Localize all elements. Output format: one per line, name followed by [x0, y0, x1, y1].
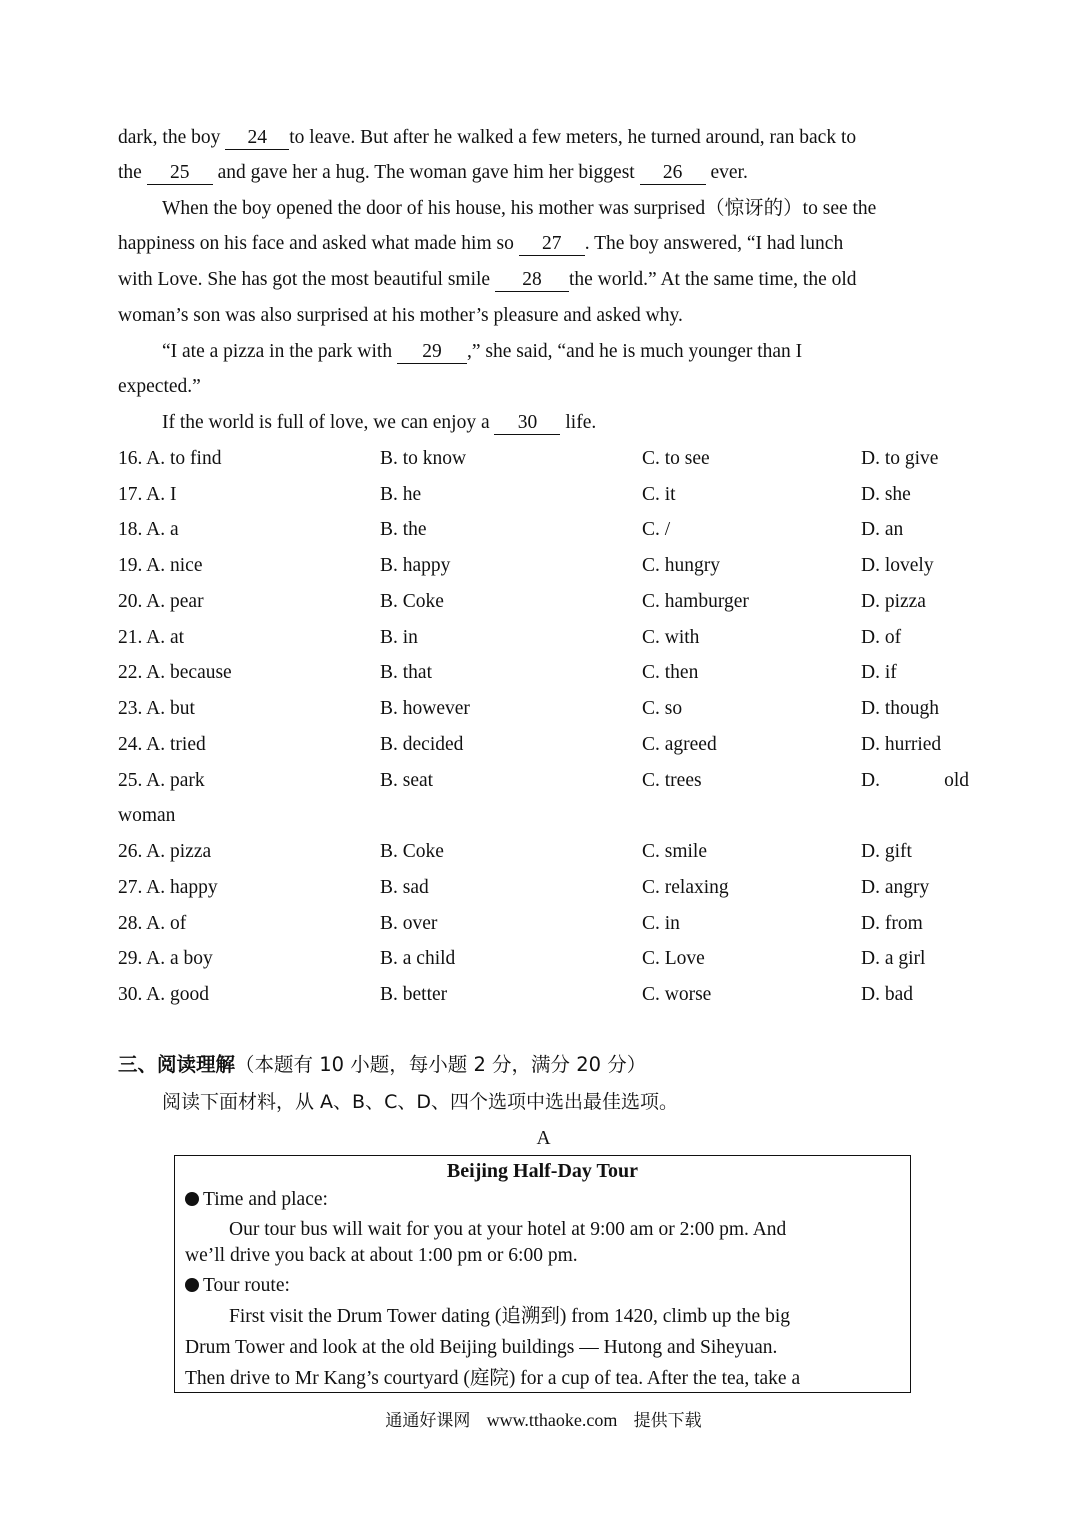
option-d: D. she [861, 484, 911, 505]
option-a: 16. A. to find [118, 448, 222, 469]
option-d: D. to give [861, 448, 939, 469]
option-d-letter: D. [861, 770, 880, 791]
option-b: B. a child [380, 948, 456, 969]
blank-27: 27 [519, 233, 585, 256]
option-c: C. then [642, 662, 699, 683]
option-a: 18. A. a [118, 519, 179, 540]
passage-line-7: “I ate a pizza in the park with 29 ,” she said, “and he is much younger than I [162, 341, 803, 362]
option-a: 19. A. nice [118, 555, 203, 576]
section-name: 阅读理解 [157, 1053, 236, 1076]
question-24 [118, 732, 969, 758]
question-27 [118, 875, 969, 901]
option-c: C. smile [642, 841, 708, 862]
option-a: 26. A. pizza [118, 841, 212, 862]
option-d: D. a girl [861, 948, 926, 969]
section-instructions: 阅读下面材料，从 A、B、C、D、四个选项中选出最佳选项。 [162, 1091, 678, 1113]
option-c: C. hamburger [642, 591, 749, 612]
option-c: C. agreed [642, 734, 717, 755]
bullet-icon [185, 1278, 199, 1292]
section-heading [118, 1052, 646, 1078]
footer-site-name: 通通好课网 [385, 1411, 471, 1431]
passage-line-2: the 25 and gave her a hug. The woman gave him her biggest 26 ever. [118, 162, 748, 183]
option-c: C. to see [642, 448, 710, 469]
blank-25: 25 [147, 162, 213, 185]
tour-title: Beijing Half-Day Tour [446, 1160, 639, 1182]
option-c: C. so [642, 698, 683, 719]
option-a: 20. A. pear [118, 591, 204, 612]
option-d: D. an [861, 519, 904, 540]
question-17 [118, 482, 969, 508]
page-footer [0, 1408, 1087, 1433]
section-number: 三、 [118, 1053, 158, 1076]
option-c: C. Love [642, 948, 705, 969]
option-b: B. the [380, 519, 427, 540]
question-16 [118, 446, 969, 472]
question-22 [118, 660, 969, 686]
question-25 [118, 768, 969, 794]
option-d: D. pizza [861, 591, 926, 612]
option-d [861, 768, 969, 794]
option-b: B. over [380, 913, 438, 934]
option-c: C. hungry [642, 555, 720, 576]
passage-line-5: with Love. She has got the most beautiful smile 28 the world.” At the same time, the old [118, 269, 857, 290]
option-d: D. if [861, 662, 897, 683]
question-21 [118, 625, 969, 651]
option-c: C. with [642, 627, 700, 648]
option-b: B. in [380, 627, 418, 648]
option-c: C. it [642, 484, 676, 505]
blank-24: 24 [225, 127, 289, 150]
blank-26: 26 [640, 162, 706, 185]
option-c: C. in [642, 913, 680, 934]
option-a: 21. A. at [118, 627, 185, 648]
time-place-text-2: we’ll drive you back at about 1:00 pm or 6:00 pm. [185, 1245, 578, 1266]
option-b: B. decided [380, 734, 464, 755]
tour-route-text-2: Drum Tower and look at the old Beijing buildings — Hutong and Siheyuan. [185, 1337, 778, 1358]
option-d: D. gift [861, 841, 912, 862]
option-b: B. Coke [380, 841, 444, 862]
option-d: D. angry [861, 877, 930, 898]
option-b: B. that [380, 662, 432, 683]
section-note: （本题有 10 小题，每小题 2 分，满分 20 分） [235, 1053, 647, 1076]
question-26 [118, 839, 969, 865]
passage-line-1: dark, the boy 24 to leave. But after he walked a few meters, he turned around, ran back to [118, 127, 857, 148]
blank-29: 29 [397, 341, 467, 364]
option-c: C. trees [642, 770, 702, 791]
tour-route-text-3: Then drive to Mr Kang’s courtyard (庭院) for a cup of tea. After the tea, take a [185, 1368, 801, 1389]
blank-30: 30 [494, 412, 560, 435]
option-d: D. though [861, 698, 939, 719]
question-20 [118, 589, 969, 615]
passage-line-8: expected.” [118, 376, 201, 397]
option-a: 17. A. I [118, 484, 177, 505]
option-a: 28. A. of [118, 913, 187, 934]
option-d: D. hurried [861, 734, 942, 755]
question-19 [118, 553, 969, 579]
option-c: C. worse [642, 984, 712, 1005]
question-30 [118, 982, 969, 1008]
tour-route-text-1: First visit the Drum Tower dating (追溯到) from 1420, climb up the big [229, 1306, 791, 1327]
option-c: C. / [642, 519, 671, 540]
option-a: 29. A. a boy [118, 948, 213, 969]
passage-line-3: When the boy opened the door of his house, his mother was surprised（惊讶的）to see the [162, 198, 877, 219]
option-d-continuation: woman [118, 805, 176, 826]
question-29 [118, 946, 969, 972]
option-a: 27. A. happy [118, 877, 218, 898]
option-b: B. happy [380, 555, 451, 576]
question-18 [118, 517, 969, 543]
passage-line-6: woman’s son was also surprised at his mother’s pleasure and asked why. [118, 305, 683, 326]
tour-route-heading: Tour route: [185, 1273, 885, 1299]
tour-info-box [174, 1155, 911, 1393]
option-a: 22. A. because [118, 662, 232, 683]
question-25-continuation [118, 803, 969, 829]
option-d: D. of [861, 627, 902, 648]
option-b: B. sad [380, 877, 429, 898]
time-place-text-1: Our tour bus will wait for you at your hotel at 9:00 am or 2:00 pm. And [229, 1219, 787, 1240]
option-b: B. Coke [380, 591, 444, 612]
option-b: B. he [380, 484, 422, 505]
question-23 [118, 696, 969, 722]
time-place-heading: Time and place: [185, 1187, 885, 1213]
bullet-icon [185, 1192, 199, 1206]
passage-line-9: If the world is full of love, we can enjoy a 30 life. [162, 412, 597, 433]
question-28 [118, 911, 969, 937]
footer-download-text: 提供下载 [633, 1411, 702, 1431]
option-b: B. better [380, 984, 448, 1005]
option-d: D. lovely [861, 555, 934, 576]
part-label: A [536, 1128, 551, 1149]
passage-line-4: happiness on his face and asked what made him so 27 . The boy answered, “I had lunch [118, 233, 844, 254]
option-a: 30. A. good [118, 984, 210, 1005]
option-d-word: old [944, 770, 969, 791]
option-b: B. however [380, 698, 470, 719]
option-a: 24. A. tried [118, 734, 206, 755]
blank-28: 28 [495, 269, 569, 292]
option-b: B. seat [380, 770, 434, 791]
option-c: C. relaxing [642, 877, 729, 898]
option-a: 25. A. park [118, 770, 205, 791]
option-b: B. to know [380, 448, 467, 469]
footer-url: www.tthaoke.com [486, 1410, 618, 1430]
option-a: 23. A. but [118, 698, 195, 719]
option-d: D. from [861, 913, 923, 934]
option-d: D. bad [861, 984, 913, 1005]
